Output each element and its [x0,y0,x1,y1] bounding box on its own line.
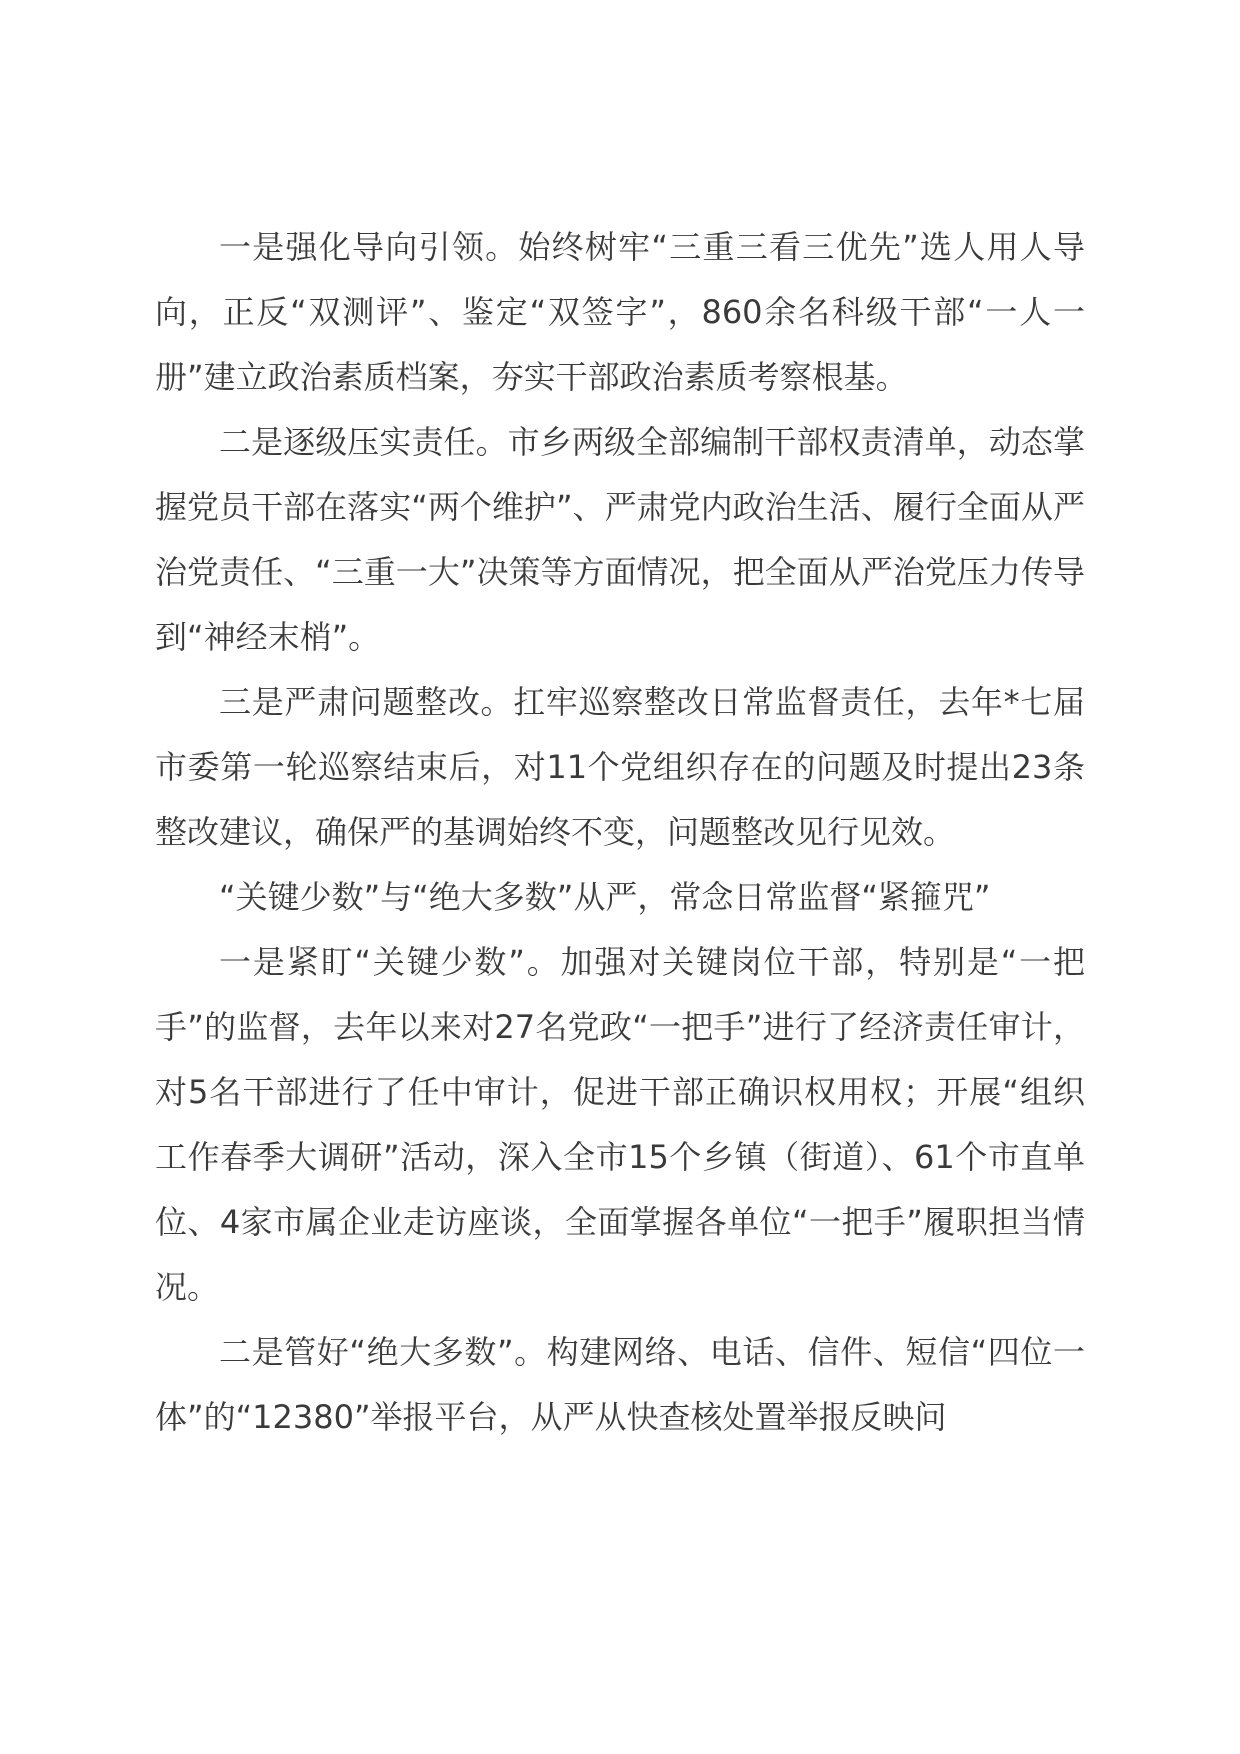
paragraph-responsibility: 二是逐级压实责任。市乡两级全部编制干部权责清单，动态掌握党员干部在落实“两个维护”、严肃党内政治生活、履行全面从严治党责任、“三重一大”决策等方面情况，把全面从严治党压力传导到“神经末梢”。 [155,423,1085,656]
paragraph-majority: 二是管好“绝大多数”。构建网络、电话、信件、短信“四位一体”的“12380”举报平台，从严从快查核处置举报反映问 [155,1333,1085,1436]
paragraph-key-minority: 一是紧盯“关键少数”。加强对关键岗位干部，特别是“一把手”的监督，去年以来对27名党政“一把手”进行了经济责任审计，对5名干部进行了任中审计，促进干部正确识权用权；开展“组织工作春季大调研”活动，深入全市15个乡镇（街道）、61个市直单位、4家市属企业走访座谈，全面掌握各单位“一把手”履职担当情况。 [155,943,1085,1306]
section-heading: “关键少数”与“绝大多数”从严，常念日常监督“紧箍咒” [219,878,991,916]
paragraph-rectification: 三是严肃问题整改。扛牢巡察整改日常监督责任，去年*七届市委第一轮巡察结束后，对11个党组织存在的问题及时提出23条整改建议，确保严的基调始终不变，问题整改见行见效。 [155,683,1085,851]
document-body [155,215,1085,1450]
paragraph-guidance: 一是强化导向引领。始终树牢“三重三看三优先”选人用人导向，正反“双测评”、鉴定“双签字”，860余名科级干部“一人一册”建立政治素质档案，夯实干部政治素质考察根基。 [155,228,1085,396]
